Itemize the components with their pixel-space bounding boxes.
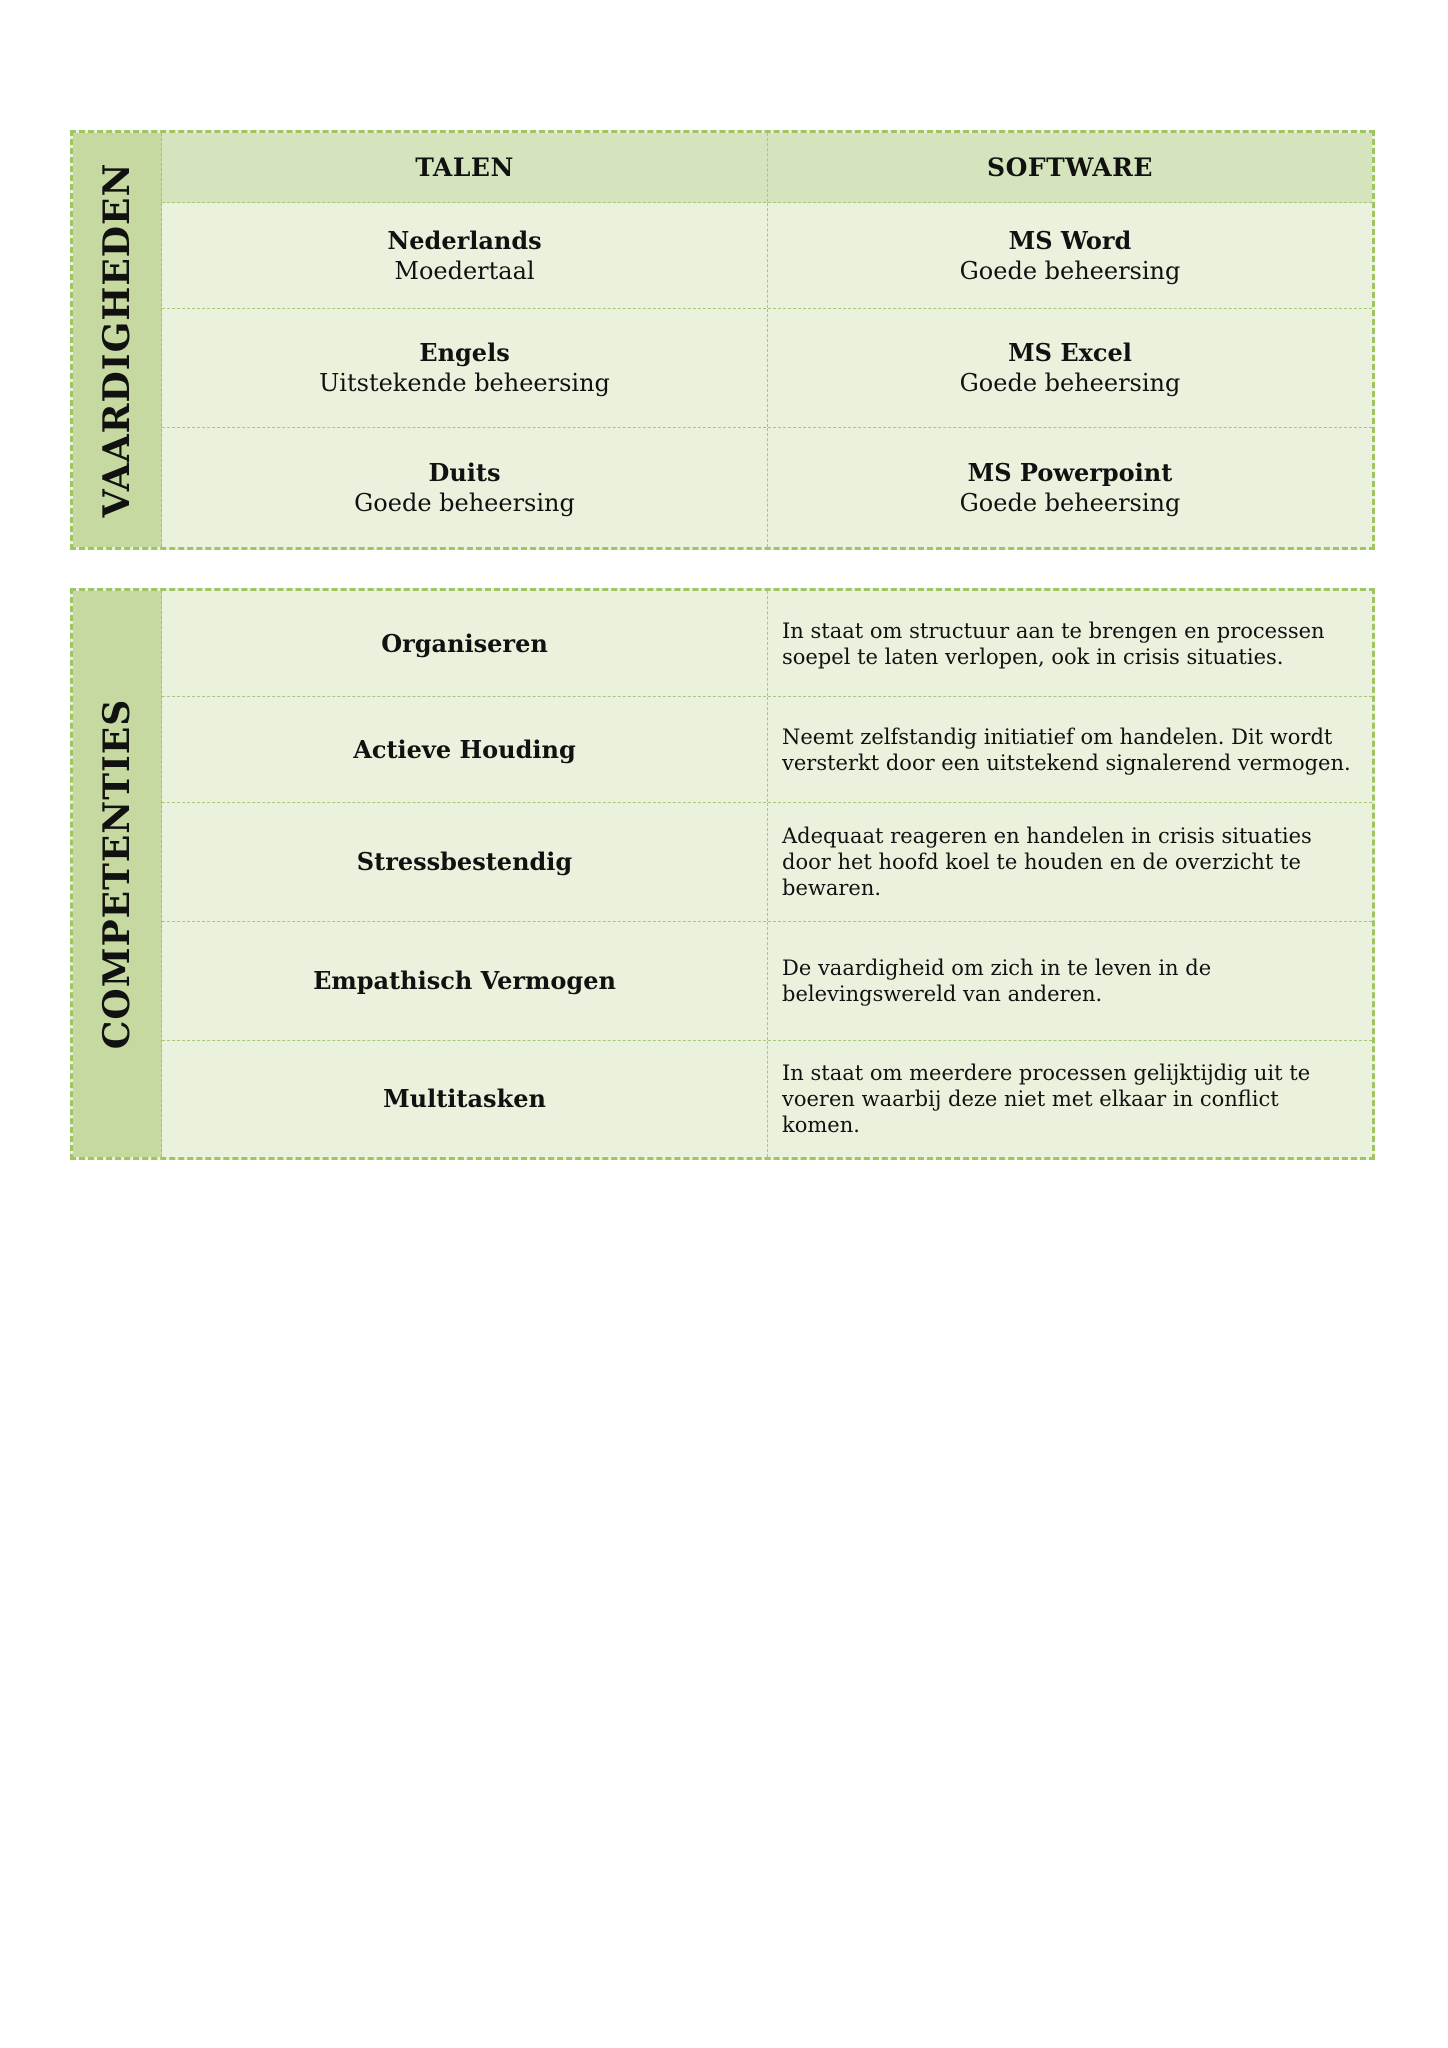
table-row [162, 203, 1372, 309]
software-level: Goede beheersing [959, 256, 1181, 285]
software-cell [767, 428, 1372, 547]
table-row [162, 428, 1372, 547]
table-row [162, 803, 1372, 922]
competency-name-cell [162, 922, 767, 1040]
software-level: Goede beheersing [959, 369, 1181, 397]
competency-desc-cell [767, 1041, 1372, 1157]
software-name: MS Excel [1008, 338, 1132, 367]
competency-name: Organiseren [381, 628, 548, 658]
language-name: Nederlands [387, 225, 542, 255]
language-cell [162, 309, 767, 427]
table-row [162, 922, 1372, 1041]
competency-name-cell [162, 591, 767, 696]
skills-side-panel [73, 133, 162, 547]
competency-description: Adequaat reageren en handelen in crisis situaties door het hoofd koel te houden en de overzicht te bewaren. [782, 824, 1312, 900]
software-cell [767, 203, 1372, 308]
competencies-section [70, 588, 1375, 1160]
competency-desc-cell [767, 697, 1372, 802]
competency-name: Empathisch Vermogen [313, 966, 616, 995]
competencies-table [162, 591, 1372, 1157]
software-name: MS Powerpoint [967, 457, 1173, 487]
competency-name-cell [162, 697, 767, 802]
table-row [162, 591, 1372, 697]
skills-side-label: VAARDIGHEDEN [96, 162, 138, 518]
table-row [162, 309, 1372, 428]
header-languages: TALEN [415, 153, 514, 182]
language-level: Uitstekende beheersing [319, 369, 610, 397]
skills-header-row [162, 133, 1372, 203]
header-software: SOFTWARE [767, 133, 1372, 202]
competency-description: De vaardigheid om zich in te leven in de belevingswereld van anderen. [782, 956, 1212, 1006]
competency-name: Multitasken [383, 1084, 546, 1113]
skills-section [70, 130, 1375, 550]
competency-name-cell [162, 803, 767, 921]
language-level: Goede beheersing [354, 488, 575, 517]
competency-description: In staat om structuur aan te brengen en processen soepel te laten verlopen, ook in crisis situaties. [782, 618, 1325, 669]
software-name: MS Word [1008, 225, 1132, 255]
table-row [162, 1041, 1372, 1157]
software-cell [767, 309, 1372, 427]
competencies-side-panel [73, 591, 162, 1157]
language-cell [162, 203, 767, 308]
competencies-side-label: COMPETENTIES [96, 698, 138, 1050]
competency-desc-cell [767, 922, 1372, 1040]
competency-name: Actieve Houding [353, 734, 576, 764]
competency-name: Stressbestendig [356, 847, 573, 876]
language-cell [162, 428, 767, 547]
language-name: Engels [419, 338, 510, 367]
skills-table [162, 133, 1372, 547]
language-name: Duits [428, 457, 501, 487]
table-row [162, 697, 1372, 803]
competency-description: In staat om meerdere processen gelijktijdig uit te voeren waarbij deze niet met elkaar in conflict komen. [782, 1061, 1311, 1137]
competency-desc-cell [767, 591, 1372, 696]
language-level: Moedertaal [394, 256, 535, 285]
software-level: Goede beheersing [959, 488, 1181, 517]
competency-description: Neemt zelfstandig initiatief om handelen. Dit wordt versterkt door een uitstekend signalerend vermogen. [782, 724, 1351, 775]
competency-desc-cell [767, 803, 1372, 921]
competency-name-cell [162, 1041, 767, 1157]
